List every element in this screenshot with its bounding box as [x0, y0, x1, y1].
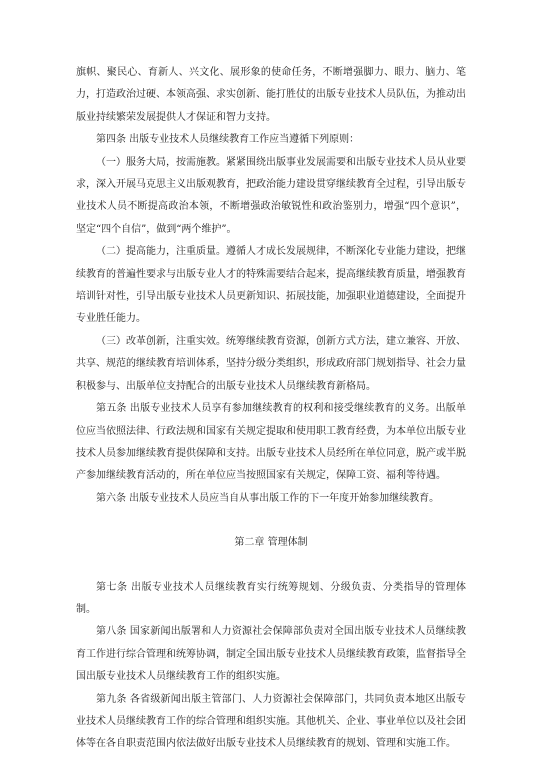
article-6: 第六条 出版专业技术人员应当自从事出版工作的下一年度开始参加继续教育。	[96, 492, 440, 504]
article-7: 第七条 出版专业技术人员继续教育实行统筹规划、分级负责、分类指导的管理体制。	[76, 581, 466, 615]
principle-3: （三）改革创新，注重实效。统筹继续教育资源，创新方式方法，建立兼容、开放、共享、规范的继续教育培训体系，坚持分级分类组织，形成政府部门规划指导、社会力量积极参与、出版单位支持配合的出版专业技术人员继续教育新格局。	[76, 335, 466, 392]
article-5: 第五条 出版专业技术人员享有参加继续教育的权利和接受继续教育的义务。出版单位应当依照法律、行政法规和国家有关规定提取和使用职工教育经费，为本单位出版专业技术人员参加继续教育提供保障和支持。出版专业技术人员经所在单位同意，脱产或半脱产参加继续教育活动的，所在单位应当按照国家有关规定，保障工资、福利等待遇。	[76, 403, 466, 482]
article-4: 第四条 出版专业技术人员继续教育工作应当遵循下列原则：	[96, 134, 360, 146]
principle-1: （一）服务大局，按需施教。紧紧围绕出版事业发展需要和出版专业技术人员从业要求，深入开展马克思主义出版观教育，把政治能力建设贯穿继续教育全过程，引导出版专业技术人员不断提高政治本领，不断增强政治敏锐性和政治鉴别力，增强“四个意识”，坚定“四个自信”，做到“两个维护”。	[76, 156, 466, 235]
article-9: 第九条 各省级新闻出版主管部门、人力资源社会保障部门，共同负责本地区出版专业技术人员继续教育工作的综合管理和组织实施。其他机关、企业、事业单位以及社会团体等在各自职责范围内依法做好出版专业技术人员继续教育的规划、管理和实施工作。	[76, 693, 466, 750]
principle-2: （二）提高能力，注重质量。遵循人才成长发展规律，不断深化专业能力建设，把继续教育的普遍性要求与出版专业人才的特殊需要结合起来，提高继续教育质量，增强教育培训针对性，引导出版专业技术人员更新知识、拓展技能，加强职业道德建设，全面提升专业胜任能力。	[76, 246, 466, 325]
chapter-heading: 第二章 管理体制	[234, 537, 308, 549]
article-8: 第八条 国家新闻出版署和人力资源社会保障部负责对全国出版专业技术人员继续教育工作进行综合管理和统筹协调，制定全国出版专业技术人员继续教育政策，监督指导全国出版专业技术人员继续教育工作的组织实施。	[76, 626, 466, 683]
paragraph-continuation: 旗帜、聚民心、育新人、兴文化、展形象的使命任务，不断增强脚力、眼力、脑力、笔力，打造政治过硬、本领高强、求实创新、能打胜仗的出版专业技术人员队伍，为推动出版业持续繁荣发展提供人才保证和智力支持。	[76, 67, 466, 123]
document-body	[76, 62, 466, 756]
